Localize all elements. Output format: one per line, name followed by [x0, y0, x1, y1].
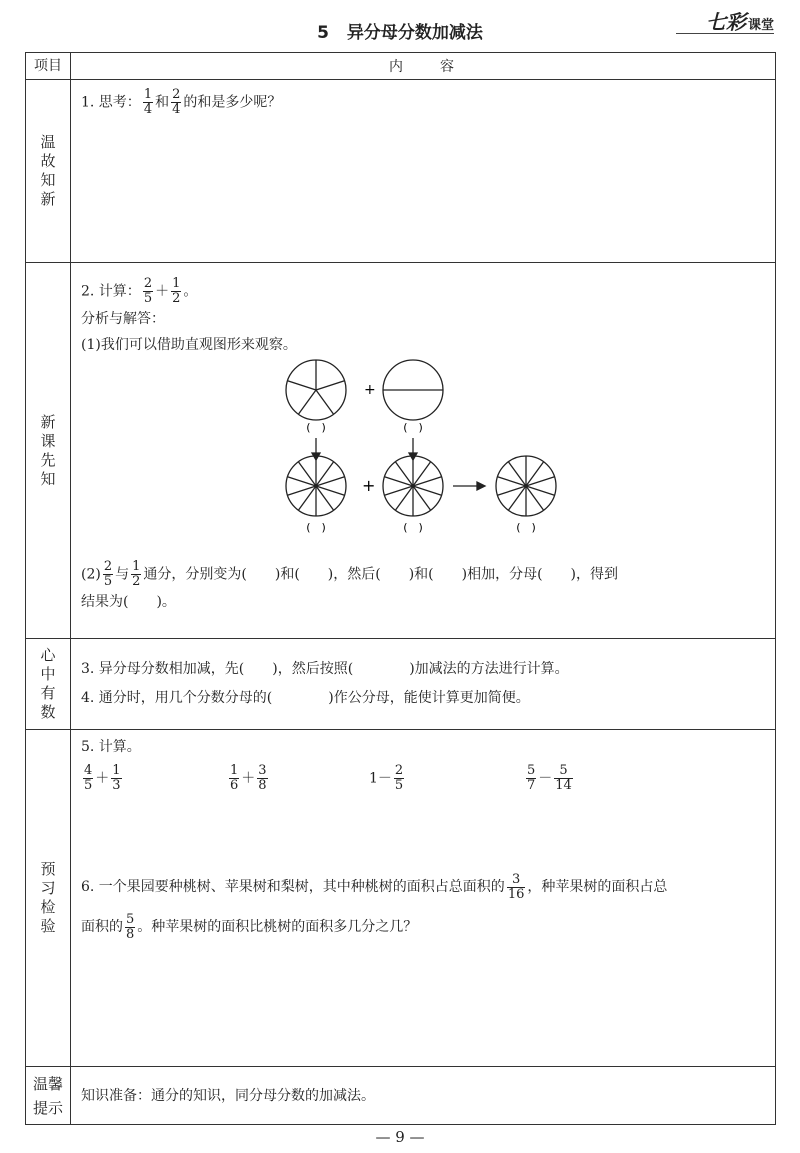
page-title	[0, 18, 800, 43]
blank-paren: ( )	[306, 521, 326, 534]
fraction: $\frac{1}{3}$	[112, 763, 121, 793]
brand-suffix: 课堂	[747, 18, 774, 33]
fraction: $\frac{5}{14}$	[555, 763, 572, 793]
section-label-new: 新课先知	[26, 263, 71, 639]
fraction: $\frac{1}{6}$	[230, 763, 239, 793]
brand-logo	[706, 6, 774, 35]
section-check	[71, 730, 776, 1067]
fraction: $\frac{5}{8}$	[126, 911, 135, 942]
fraction: $\frac{2}{5}$	[394, 763, 404, 793]
fraction: $\frac{5}{7}$	[527, 763, 536, 793]
step-2-line-2: 结果为( )。	[81, 594, 176, 610]
section-review	[71, 80, 776, 263]
lesson-title: 异分母分数加减法	[346, 23, 483, 43]
fraction: $\frac{1}{2}$	[172, 276, 181, 306]
circle-fifths	[286, 360, 346, 420]
section-new	[71, 263, 776, 639]
fraction: $\frac{3}{8}$	[258, 763, 267, 793]
lesson-number: 5	[317, 23, 329, 43]
blank-paren: ( )	[403, 421, 423, 434]
brand-name: 七彩	[705, 10, 746, 34]
calc-item: $\frac{4}{5}$ ＋ $\frac{1}{3}$	[84, 763, 121, 793]
section-label-review: 温故知新	[26, 80, 71, 263]
analysis-label: 分析与解答：	[81, 311, 165, 327]
calc-exercises	[81, 764, 765, 793]
operator-plus-bottom: +	[362, 476, 376, 495]
section-mind	[71, 639, 776, 730]
question-3: 3. 异分母分数相加减，先( )，然后按照( )加减法的方法进行计算。	[81, 661, 569, 677]
brand-underline	[676, 33, 774, 34]
fraction: $\frac{2}{5}$	[143, 276, 153, 306]
calc-item: 1－ $\frac{2}{5}$	[369, 763, 404, 793]
page-number: — 9 —	[375, 1128, 425, 1146]
calc-item: $\frac{5}{7}$ － $\frac{5}{14}$	[527, 763, 572, 793]
step-2: (2) $\frac{2}{5}$ 与 $\frac{1}{2}$ 通分，分别变为( )和( )，然后( )和( )相加，分母( )，得到	[81, 559, 619, 589]
worksheet-table	[25, 52, 776, 1125]
fraction: $\frac{4}{5}$	[84, 763, 93, 793]
down-arrows	[312, 438, 417, 460]
blank-paren: ( )	[403, 521, 423, 534]
fraction: $\frac{1}{2}$	[132, 559, 141, 589]
circle-tenths	[383, 456, 443, 516]
question-5: 5. 计算。	[81, 739, 141, 755]
section-label-mind: 心中有数	[26, 639, 71, 730]
section-label-tips: 温馨提示	[26, 1067, 71, 1125]
question-6-line-2: 面积的 $\frac{5}{8}$ 。种苹果树的面积比桃树的面积多几分之几？	[81, 911, 418, 942]
fraction: $\frac{2}{4}$	[172, 87, 181, 117]
circle-halves	[383, 360, 443, 420]
section-tips: 知识准备：通分的知识，同分母分数的加减法。	[71, 1067, 776, 1125]
col-header-item: 项目	[26, 53, 71, 80]
question-6: 6. 一个果园要种桃树、苹果树和梨树，其中种桃树的面积占总面积的 $\frac{3}{16}$ ，种苹果树的面积占总	[81, 871, 668, 902]
circle-tenths	[286, 456, 346, 516]
question-1: 1. 思考： $\frac{1}{4}$ 和 $\frac{2}{4}$ 的和是多少呢？	[81, 87, 282, 117]
question-4: 4. 通分时，用几个分数分母的( )作公分母，能使计算更加简便。	[81, 690, 530, 706]
fraction-circle-diagram	[81, 358, 781, 558]
calc-item: $\frac{1}{6}$ ＋ $\frac{3}{8}$	[230, 763, 267, 793]
step-1: (1)我们可以借助直观图形来观察。	[81, 337, 297, 353]
right-arrow	[453, 482, 485, 490]
operator-plus-top: +	[364, 382, 376, 398]
blank-paren: ( )	[516, 521, 536, 534]
fraction: $\frac{2}{5}$	[103, 559, 113, 589]
fraction: $\frac{1}{4}$	[143, 87, 153, 117]
blank-paren: ( )	[306, 421, 326, 434]
question-2: 2. 计算： $\frac{2}{5}$ ＋ $\frac{1}{2}$ 。	[81, 276, 198, 306]
fraction: $\frac{3}{16}$	[507, 871, 525, 902]
section-label-check: 预习检验	[26, 730, 71, 1067]
circle-tenths	[496, 456, 556, 516]
col-header-content: 内 容	[71, 53, 776, 80]
